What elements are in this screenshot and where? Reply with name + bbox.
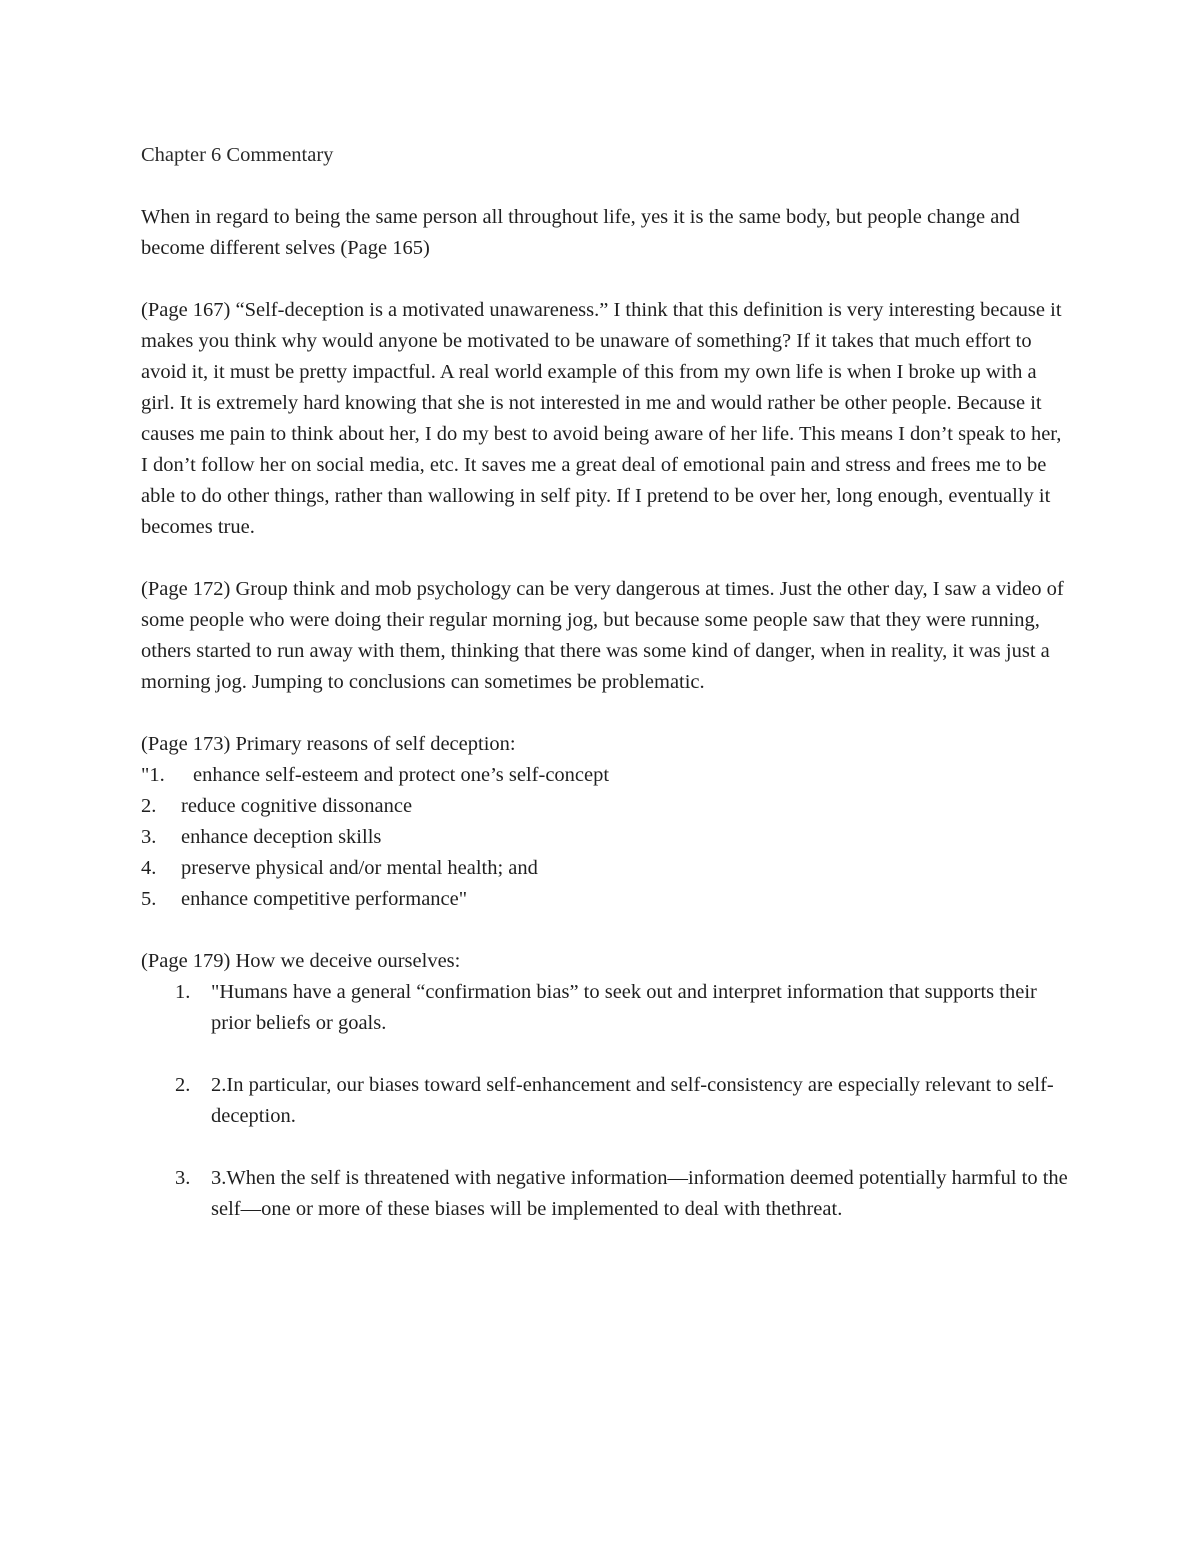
list-item-number: 3. (175, 1167, 191, 1189)
list-item-number: 1. (175, 981, 191, 1003)
list-item (175, 1163, 1071, 1225)
paragraph-identity: When in regard to being the same person all throughout life, yes it is the same body, but people change and become different selves (Page 165) (141, 206, 1020, 259)
list-item-number: 2. (175, 1074, 191, 1096)
document-title: Chapter 6 Commentary (141, 144, 334, 166)
list-item-text: "Humans have a general “confirmation bias” to seek out and interpret information that supports their prior beliefs or goals. (211, 981, 1037, 1034)
document-page (141, 140, 1071, 1256)
paragraph-self-deception-definition: (Page 167) “Self-deception is a motivated unawareness.” I think that this definition is very interesting because it makes you think why would anyone be motivated to be unaware of something? If it takes that much effort to avoid it, it must be pretty impactful. A real world example of this from my own life is when I broke up with a girl. It is extremely hard knowing that she is not interested in me and would rather be other people. Because it causes me pain to think about her, I do my best to avoid being aware of her life. This means I don’t speak to her, I don’t follow her on social media, etc. It saves me a great deal of emotional pain and stress and frees me to be able to do other things, rather than wallowing in self pity. If I pretend to be over her, long enough, eventually it becomes true. (141, 299, 1062, 538)
list-item-text: enhance competitive performance" (181, 888, 468, 910)
list-item-text: 2.In particular, our biases toward self-enhancement and self-consistency are especially relevant to self-deception. (211, 1074, 1054, 1127)
list-item-number: 2. (141, 795, 157, 817)
list-item-number: 4. (141, 857, 157, 879)
list-item-text: 3.When the self is threatened with negative information—information deemed potentially harmful to the self—one or more of these biases will be implemented to deal with thethreat. (211, 1167, 1068, 1220)
list-item-text: preserve physical and/or mental health; and (181, 857, 538, 879)
deceive-intro: (Page 179) How we deceive ourselves: (141, 950, 461, 972)
list-item (141, 760, 1071, 791)
list-item-number: 5. (141, 888, 157, 910)
list-item-number: 3. (141, 826, 157, 848)
list-item-text: enhance deception skills (181, 826, 382, 848)
list-item (141, 884, 1071, 915)
list-item-number: "1. (141, 764, 165, 786)
reasons-intro: (Page 173) Primary reasons of self deception: (141, 733, 516, 755)
deceive-list (141, 977, 1071, 1225)
list-item-text: reduce cognitive dissonance (181, 795, 413, 817)
reasons-list (141, 760, 1071, 915)
list-item (141, 853, 1071, 884)
list-item (141, 822, 1071, 853)
list-item (175, 977, 1071, 1039)
paragraph-group-think: (Page 172) Group think and mob psychology can be very dangerous at times. Just the other day, I saw a video of some people who were doing their regular morning jog, but because some people saw that they were running, others started to run away with them, thinking that there was some kind of danger, when in reality, it was just a morning jog. Jumping to conclusions can sometimes be problematic. (141, 578, 1064, 693)
list-item-text: enhance self-esteem and protect one’s self-concept (193, 764, 610, 786)
list-item (141, 791, 1071, 822)
list-item (175, 1070, 1071, 1132)
